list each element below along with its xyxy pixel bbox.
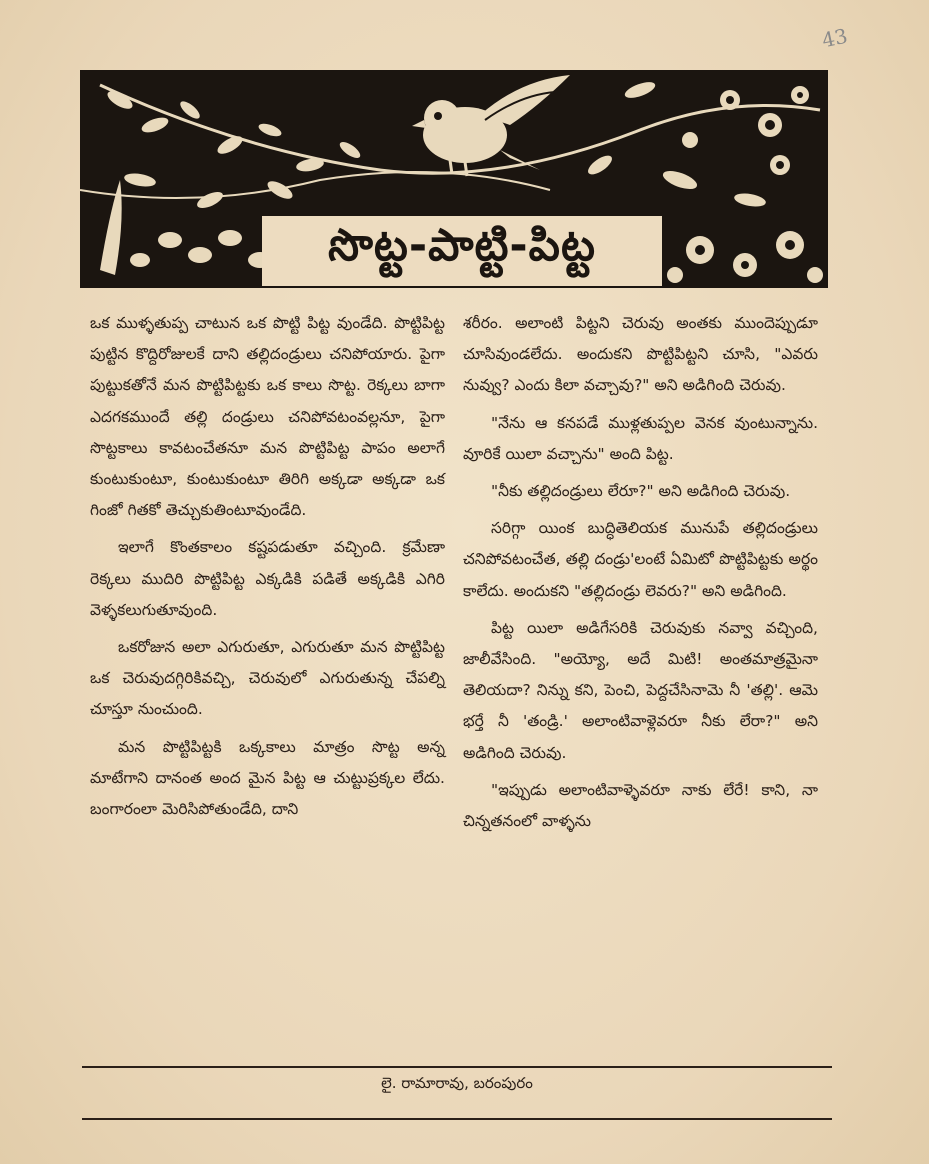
illustration-banner [80, 70, 828, 288]
right-column [463, 308, 818, 843]
paragraph: "నీకు తల్లిదండ్రులు లేరూ?" అని అడిగింది చెరువు. [491, 482, 791, 501]
left-column [90, 308, 445, 831]
paragraph: సరిగ్గా యింక బుద్ధితెలియక మునుపే తల్లిదండ్రులు చనిపోవటంచేత, తల్లి దండ్రు'లంటే ఏమిటో పొట్టిపిట్టకు అర్థం కాలేదు. అందుకని "తల్లిదండ్రు లెవరు?" అని అడిగింది. [463, 519, 818, 600]
author-byline: లై. రామారావు, బరంపురం [381, 1074, 533, 1092]
paragraph: మన పొట్టిపిట్టకి ఒక్కకాలు మాత్రం సొట్ట అన్న మాటేగాని దానంత అంద మైన పిట్ట ఆ చుట్టుప్రక్కల లేదు. బంగారంలా మెరిసిపోతుండేది, దాని [90, 737, 445, 819]
divider-top [82, 1066, 832, 1068]
page-number: 43 [819, 23, 850, 53]
paragraph: ఇలాగే కొంతకాలం కష్టపడుతూ వచ్చింది. క్రమేణా రెక్కలు ముదిరి పొట్టిపిట్ట ఎక్కడికి పడితే అక్కడికి ఎగిరి వెళ్ళకలుగుతూవుంది. [90, 538, 445, 619]
divider-bottom [82, 1118, 832, 1120]
paragraph: "నేను ఆ కనపడే ముళ్లతుప్పల వెనక వుంటున్నాను. వూరికే యిలా వచ్చాను" అంది పిట్ట. [463, 413, 818, 463]
paragraph: ఒకరోజున అలా ఎగురుతూ, ఎగురుతూ మన పొట్టిపిట్ట ఒక చెరువుదగ్గిరికివచ్చి, చెరువులో ఎగురుతున్న చేపల్ని చూస్తూ నుంచుంది. [90, 638, 445, 719]
paragraph: పిట్ట యిలా అడిగేసరికి చెరువుకు నవ్వా వచ్చింది, జాలీవేసింది. "అయ్యో, అదే మిటి! అంతమాత్రమైనా తెలియదా? నిన్ను కని, పెంచి, పెద్దచేసినామె నీ 'తల్లి'. ఆమె భర్తే నీ 'తండ్రి.' అలాంటివాళ్లెవరూ నీకు లేరా?" అని అడిగింది చెరువు. [463, 618, 818, 762]
story-title: సొట్ట-పాట్టి-పిట్ట [262, 216, 662, 286]
paragraph: శరీరం. అలాంటి పిట్టని చెరువు అంతకు ముందెప్పుడూ చూసివుండలేదు. అందుకని పొట్టిపిట్టని చూసి, "ఎవరు నువ్వు? ఎందు కిలా వచ్చావు?" అని అడిగింది చెరువు. [463, 314, 818, 395]
paragraph: ఒక ముళ్ళతుప్ప చాటున ఒక పొట్టి పిట్ట వుండేది. పొట్టిపిట్ట పుట్టిన కొద్దిరోజులకే దాని తల్లిదండ్రులు చనిపోయారు. పైగా పుట్టుకతోనే మన పొట్టిపిట్టకు ఒక కాలు సొట్ట. రెక్కలు బాగా ఎదగకముందే తల్లి దండ్రులు చనిపోవటంవల్లనూ, పైగా సొట్టకాలు కావటంచేతనూ మన పొట్టిపిట్ట పాపం అలాగే కుంటుకుంటూ, కుంటుకుంటూ తిరిగి అక్కడా అక్కడా ఒక గింజో గితకో తెచ్చుకుతింటూవుండేది. [90, 314, 445, 520]
paragraph: "ఇప్పుడు అలాంటివాళ్ళెవరూ నాకు లేరే! కాని, నా చిన్నతనంలో వాళ్ళను [463, 780, 818, 831]
